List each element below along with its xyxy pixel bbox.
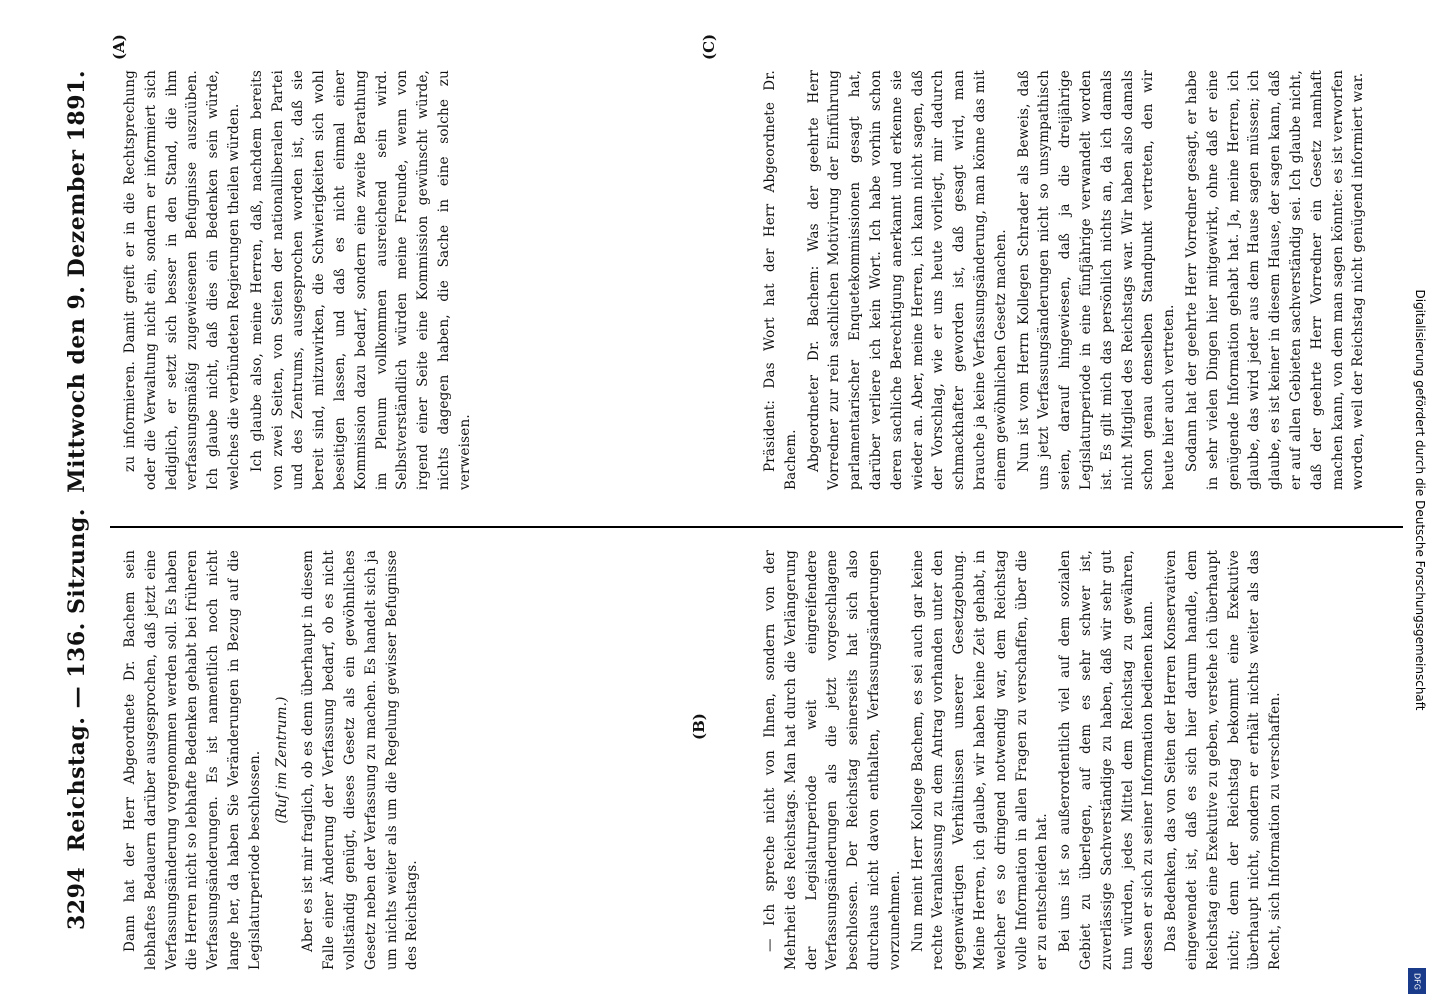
left-column-bottom bbox=[760, 550, 1400, 970]
paragraph: — Ich spreche nicht von Ihnen, sondern von der Mehrheit des Reichstags. Man hat durch die Verlängerung der Legislaturperiode weit eingreifendere Verfassungsänderungen als die jetzt vorgeschlagene beschlossen. Der Reichstag seinerseits hat sich also durchaus nicht davon enthalten, Verfassungsänderungen vorzunehmen. bbox=[762, 550, 903, 970]
digitization-note: Digitalisierung gefördert durch die Deutsche Forschungsgemeinschaft bbox=[1413, 289, 1427, 711]
margin-mark-c: (C) bbox=[700, 33, 718, 60]
running-title: Reichstag. — 136. Sitzung. bbox=[64, 508, 90, 852]
paragraph: Nun ist vom Herrn Kollegen Schrader als Beweis, daß uns jetzt Verfassungsänderungen nicht so unsympathisch seien, darauf hingewiesen, daß ja die dreijährige Legislaturperiode in eine fünfjährige verwandelt worden ist. Es gilt mich das persönlich nichts an, da ich damals nicht Mitglied des Reichstags war. Wir haben also damals schon genau denselben Standpunkt vertreten, den wir heute hier auch vertreten. bbox=[1015, 70, 1178, 490]
paragraph: Aber es ist mir fraglich, ob es denn überhaupt in diesem Falle einer Änderung der Verfassung bedarf, ob es nicht vollständig genügt, dieses Gesetz als ein gewöhnliches Gesetz neben der Verfassung zu machen. Es handelt sich ja um nichts weiter als um die Regelung gewisser Befugnisse des Reichstags. bbox=[300, 550, 421, 970]
left-column-top bbox=[120, 550, 740, 970]
margin-mark-a: (A) bbox=[110, 34, 128, 60]
column-divider bbox=[110, 526, 1410, 528]
paragraph: Sodann hat der geehrte Herr Vorredner gesagt, er habe in sehr vielen Dingen hier mitgewirkt, ohne daß er eine genügende Information gehabt hat. Ja, meine Herren, ich glaube, das wird jeder aus dem Hause sagen müssen; ich glaube, es ist keiner in diesem Hause, der sagen kann, daß er auf allen Gebieten sachverständig sei. Ich glaube nicht, daß der geehrte Herr Vorredner ein Gesetz namhaft machen kann, von dem man sagen könnte: es ist verworfen worden, weil der Reichstag nicht genügend informiert war. bbox=[1183, 70, 1367, 490]
session-date: Mittwoch den 9. Dezember 1891. bbox=[64, 70, 90, 493]
paragraph: Ich glaube also, meine Herren, daß, nachdem bereits von zwei Seiten, von Seiten der nationalliberalen Partei und des Zentrums, ausgesprochen worden ist, daß sie bereit sind, mitzuwirken, die Schwierigkeiten sich wohl beseitigen lassen, und daß es nicht einmal einer Kommission dazu bedarf, sondern eine zweite Berathung im Plenum vollkommen ausreichend sein wird. Selbstverständlich würden meine Freunde, wenn von irgend einer Seite eine Kommission gewünscht würde, nichts dagegen haben, die Sache in eine solche zu verweisen. bbox=[248, 70, 473, 490]
paragraph: Nun meint Herr Kollege Bachem, es sei auch gar keine rechte Veranlassung zu dem Antrag vorhanden unter den gegenwärtigen Verhältnissen unserer Gesetzgebung. Meine Herren, ich glaube, wir haben keine Zeit gehabt, in welcher es so dringend notwendig war, dem Reichstag volle Information in allen Fragen zu verschaffen, über die er zu entscheiden hat. bbox=[909, 550, 1051, 970]
dfg-logo-icon: DFG bbox=[1408, 968, 1426, 994]
paragraph: Das Bedenken, das von Seiten der Herren Konservativen eingewendet ist, daß es sich hier darum handle, dem Reichstag eine Exekutive zu geben, verstehe ich überhaupt nicht; denn der Reichstag bekommt eine Exekutive überhaupt nicht, sondern er erhält nichts weiter als das Recht, sich Information zu verschaffen. bbox=[1163, 550, 1284, 970]
paragraph: zu informieren. Damit greift er in die Rechtsprechung oder die Verwaltung nicht ein, sondern er informiert sich lediglich, er setzt sich besser in den Stand, die ihm verfassungsmäßig zugewiesenen Befugnisse auszuüben. Ich glaube nicht, daß dies ein Bedenken sein würde, welches die verbündeten Regierungen theilen würden. bbox=[122, 70, 242, 490]
right-column-top bbox=[120, 70, 740, 490]
interjection: (Ruf im Zentrum.) bbox=[273, 696, 290, 824]
paragraph: Abgeordneter Dr. Bachem: Was der geehrte Herr Vorredner zur rein sachlichen Motivirung der Einführung parlamentarischer Enquetekommissionen gesagt hat, darüber verliere ich kein Wort. Ich habe vorhin schon deren sachliche Berechtigung anerkannt und erkenne sie wieder an. Aber, meine Herren, ich kann nicht sagen, daß der Vorschlag, wie er uns heute vorliegt, mir dadurch schmackhafter geworden ist, daß gesagt wird, man brauche ja keine Verfassungsänderung, man könne das mit einem gewöhnlichen Gesetz machen. bbox=[805, 70, 1009, 490]
paragraph: Dann hat der Herr Abgeordnete Dr. Bachem sein lebhaftes Bedauern darüber ausgesprochen, daß jetzt eine Verfassungsänderung vorgenommen werden soll. Es haben die Herren nicht so lebhafte Bedenken gehabt bei früheren Verfassungsänderungen. Es ist namentlich noch nicht lange her, da haben Sie Veränderungen in Bezug auf die Legislaturperiode beschlossen. bbox=[122, 550, 263, 970]
speaker-line: Präsident: Das Wort hat der Herr Abgeordnete Dr. Bachem. bbox=[762, 70, 799, 490]
page-number: 3294 bbox=[64, 866, 90, 930]
page-header bbox=[60, 70, 94, 930]
right-column-bottom bbox=[760, 70, 1400, 490]
margin-mark-b: (B) bbox=[690, 713, 708, 740]
paragraph: Bei uns ist so außerordentlich viel auf dem sozialen Gebiet zu überlegen, auf dem es sehr schwer ist, zuverlässige Sachverständige zu haben, daß wir sehr gut tun würden, jedes Mittel dem Reichstag zu gewähren, dessen er sich zu seiner Information bedienen kann. bbox=[1057, 550, 1157, 970]
